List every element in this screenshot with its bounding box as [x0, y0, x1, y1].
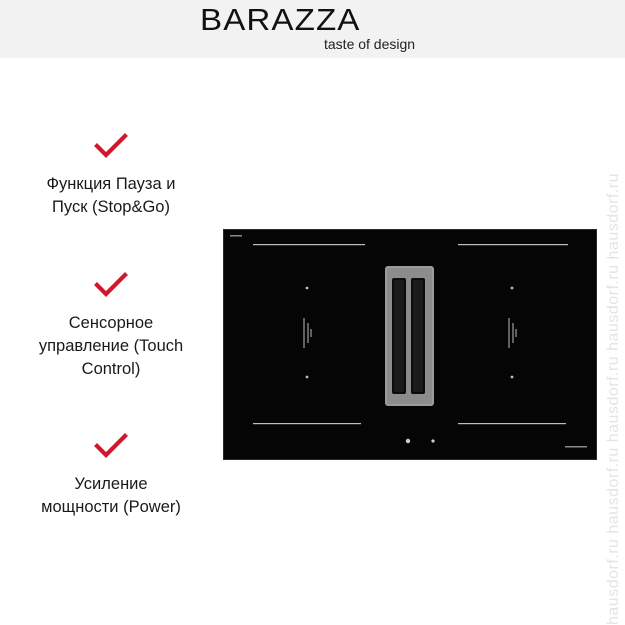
- brand-tagline: taste of design: [324, 36, 416, 52]
- feature-label-line: Усиление: [74, 475, 148, 493]
- hob-logo-mark: [565, 446, 587, 448]
- brand-logo: BARAZZA: [200, 2, 361, 37]
- pause-touch-icon: [431, 439, 434, 442]
- feature-label-line: Пуск (Stop&Go): [52, 198, 170, 216]
- zone-marker-line: [253, 423, 361, 424]
- feature-touch-control: [0, 272, 222, 381]
- feature-stop-go: [0, 133, 222, 219]
- power-touch-icon: [406, 439, 410, 443]
- feature-label-line: управление (Touch: [38, 337, 184, 355]
- checkmark-icon: [94, 133, 128, 159]
- feature-label: [0, 473, 222, 519]
- checkmark-icon: [94, 433, 128, 459]
- extraction-vent: [385, 266, 434, 406]
- zone-marker-line: [458, 423, 566, 424]
- site-watermark: hausdorf.ru hausdorf.ru hausdorf.ru hausdorf.ru hausdorf.ru: [605, 173, 622, 625]
- feature-power-boost: [0, 433, 222, 519]
- zone-dot: [306, 287, 309, 290]
- hob-surface: [224, 230, 596, 459]
- brand-header: [0, 0, 625, 58]
- zone-marker-line: [458, 244, 568, 245]
- checkmark-icon: [94, 272, 128, 298]
- zone-slider-marker: [304, 318, 311, 348]
- zone-dot: [511, 287, 514, 290]
- zone-marker-line: [253, 244, 365, 245]
- feature-label: [0, 173, 222, 219]
- hob-logo-mark: [230, 235, 242, 237]
- feature-label-line: Функция Пауза и: [46, 175, 176, 193]
- zone-slider-marker: [509, 318, 516, 348]
- feature-label-line: Сенсорное: [68, 314, 154, 332]
- feature-label: [0, 312, 222, 381]
- zone-dot: [511, 376, 514, 379]
- feature-label-line: мощности (Power): [41, 498, 181, 516]
- hob-product-image: [223, 229, 597, 460]
- feature-label-line: Control): [81, 360, 141, 378]
- zone-dot: [306, 376, 309, 379]
